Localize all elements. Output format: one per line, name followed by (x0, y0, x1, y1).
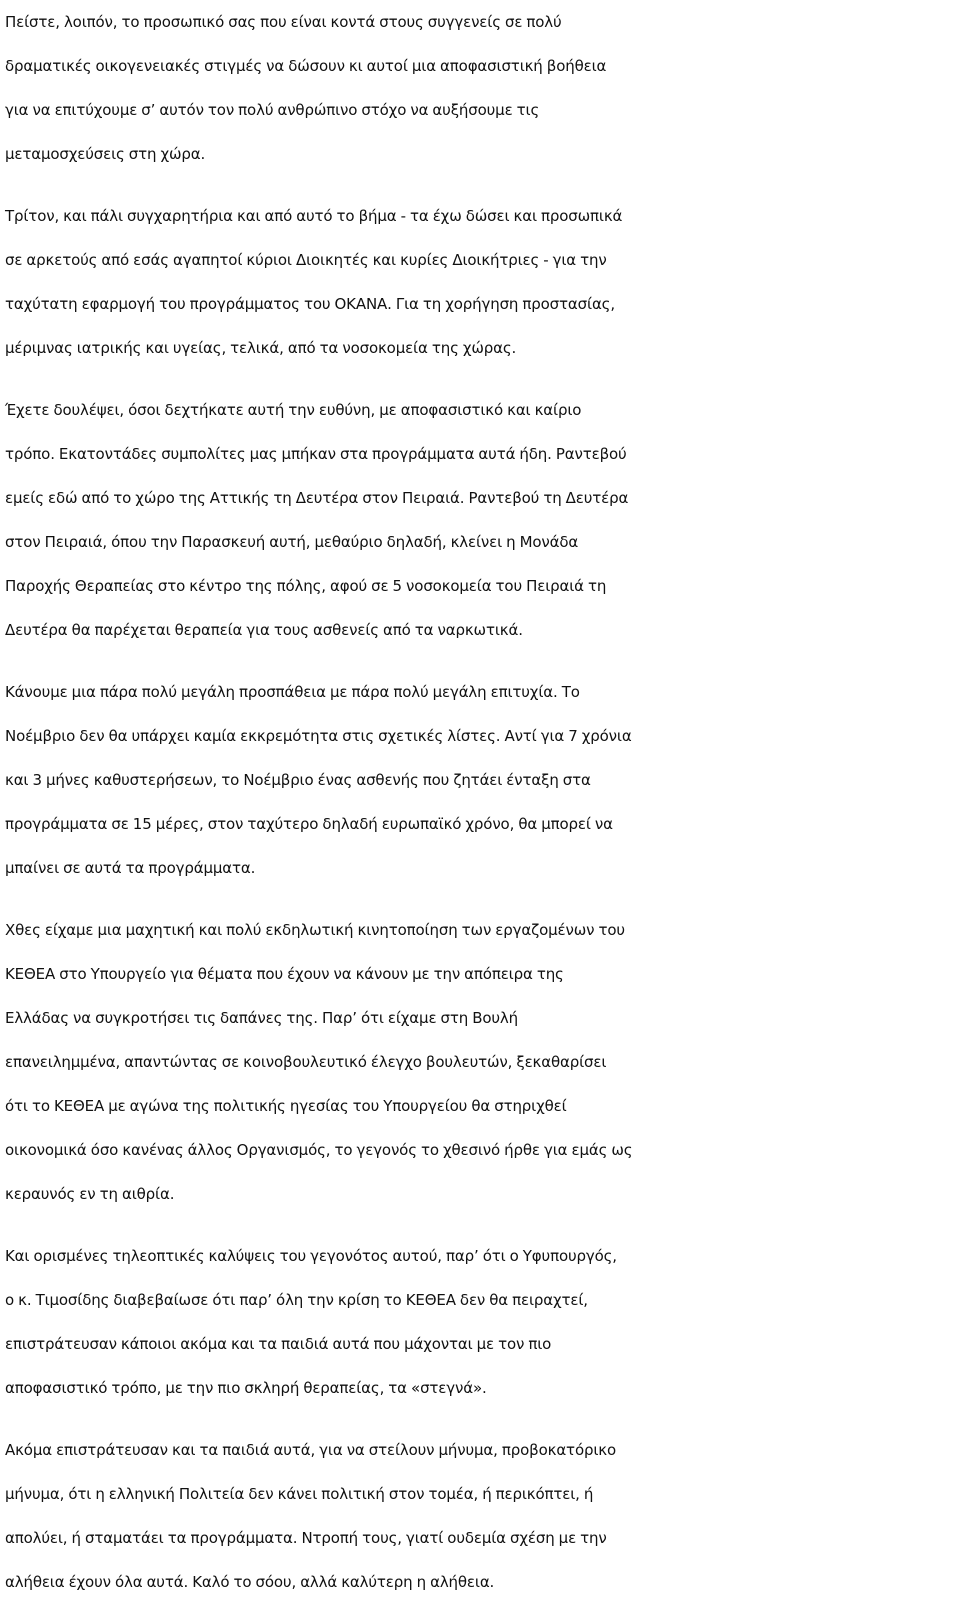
paragraph-spacer (5, 890, 955, 908)
paragraph (5, 908, 955, 1216)
text-line: ο κ. Τιμοσίδης διαβεβαίωσε ότι παρ’ όλη την κρίση το ΚΕΘΕΑ δεν θα πειραχτεί, (5, 1291, 588, 1309)
text-line: μήνυμα, ότι η ελληνική Πολιτεία δεν κάνει πολιτική στον τομέα, ή περικόπτει, ή (5, 1485, 594, 1503)
text-line: και 3 μήνες καθυστερήσεων, το Νοέμβριο ένας ασθενής που ζητάει ένταξη στα (5, 771, 591, 789)
text-line: επανειλημμένα, απαντώντας σε κοινοβουλευτικό έλεγχο βουλευτών, ξεκαθαρίσει (5, 1053, 607, 1071)
text-line: Και ορισμένες τηλεοπτικές καλύψεις του γεγονότος αυτού, παρ’ ότι ο Υφυπουργός, (5, 1247, 617, 1265)
paragraph (5, 670, 955, 890)
text-line: Χθες είχαμε μια μαχητική και πολύ εκδηλωτική κινητοποίηση των εργαζομένων του (5, 921, 625, 939)
paragraph-spacer (5, 1410, 955, 1428)
text-line: δραματικές οικογενειακές στιγμές να δώσουν κι αυτοί μια αποφασιστική βοήθεια (5, 57, 607, 75)
paragraph-spacer (5, 1216, 955, 1234)
text-line: προγράμματα σε 15 μέρες, στον ταχύτερο δηλαδή ευρωπαϊκό χρόνο, θα μπορεί να (5, 815, 613, 833)
text-line: κεραυνός εν τη αιθρία. (5, 1185, 175, 1203)
text-line: Έχετε δουλέψει, όσοι δεχτήκατε αυτή την ευθύνη, με αποφασιστικό και καίριο (5, 401, 582, 419)
text-line: Τρίτον, και πάλι συγχαρητήρια και από αυτό το βήμα - τα έχω δώσει και προσωπικά (5, 207, 623, 225)
paragraph-spacer (5, 370, 955, 388)
text-line: ότι το ΚΕΘΕΑ με αγώνα της πολιτικής ηγεσίας του Υπουργείου θα στηριχθεί (5, 1097, 567, 1115)
paragraph-spacer (5, 176, 955, 194)
text-line: Νοέμβριο δεν θα υπάρχει καμία εκκρεμότητα στις σχετικές λίστες. Αντί για 7 χρόνια (5, 727, 632, 745)
text-line: εμείς εδώ από το χώρο της Αττικής τη Δευτέρα στον Πειραιά. Ραντεβού τη Δευτέρα (5, 489, 629, 507)
paragraph (5, 194, 955, 370)
text-line: αποφασιστικό τρόπο, με την πιο σκληρή θεραπείας, τα «στεγνά». (5, 1379, 487, 1397)
text-line: Δευτέρα θα παρέχεται θεραπεία για τους ασθενείς από τα ναρκωτικά. (5, 621, 523, 639)
document-body (5, 0, 955, 1604)
text-line: μέριμνας ιατρικής και υγείας, τελικά, από τα νοσοκομεία της χώρας. (5, 339, 517, 357)
text-line: μεταμοσχεύσεις στη χώρα. (5, 145, 206, 163)
text-line: Ακόμα επιστράτευσαν και τα παιδιά αυτά, για να στείλουν μήνυμα, προβοκατόρικο (5, 1441, 616, 1459)
text-line: Πείστε, λοιπόν, το προσωπικό σας που είναι κοντά στους συγγενείς σε πολύ (5, 13, 562, 31)
text-line: ΚΕΘΕΑ στο Υπουργείο για θέματα που έχουν να κάνουν με την απόπειρα της (5, 965, 564, 983)
text-line: απολύει, ή σταματάει τα προγράμματα. Ντροπή τους, γιατί ουδεμία σχέση με την (5, 1529, 607, 1547)
text-line: σε αρκετούς από εσάς αγαπητοί κύριοι Διοικητές και κυρίες Διοικήτριες - για την (5, 251, 607, 269)
text-line: Παροχής Θεραπείας στο κέντρο της πόλης, αφού σε 5 νοσοκομεία του Πειραιά τη (5, 577, 607, 595)
text-line: οικονομικά όσο κανένας άλλος Οργανισμός, το γεγονός το χθεσινό ήρθε για εμάς ως (5, 1141, 633, 1159)
paragraph-spacer (5, 652, 955, 670)
paragraph (5, 1428, 955, 1604)
paragraph (5, 1234, 955, 1410)
text-line: Ελλάδας να συγκροτήσει τις δαπάνες της. Παρ’ ότι είχαμε στη Βουλή (5, 1009, 519, 1027)
text-line: τρόπο. Εκατοντάδες συμπολίτες μας μπήκαν στα προγράμματα αυτά ήδη. Ραντεβού (5, 445, 627, 463)
paragraph (5, 388, 955, 652)
paragraph (5, 0, 955, 176)
text-line: ταχύτατη εφαρμογή του προγράμματος του ΟΚΑΝΑ. Για τη χορήγηση προστασίας, (5, 295, 615, 313)
text-line: Κάνουμε μια πάρα πολύ μεγάλη προσπάθεια με πάρα πολύ μεγάλη επιτυχία. Το (5, 683, 580, 701)
text-line: μπαίνει σε αυτά τα προγράμματα. (5, 859, 256, 877)
text-line: αλήθεια έχουν όλα αυτά. Καλό το σόου, αλλά καλύτερη η αλήθεια. (5, 1573, 495, 1591)
text-line: επιστράτευσαν κάποιοι ακόμα και τα παιδιά αυτά που μάχονται με τον πιο (5, 1335, 552, 1353)
text-line: για να επιτύχουμε σ’ αυτόν τον πολύ ανθρώπινο στόχο να αυξήσουμε τις (5, 101, 540, 119)
text-line: στον Πειραιά, όπου την Παρασκευή αυτή, μεθαύριο δηλαδή, κλείνει η Μονάδα (5, 533, 579, 551)
